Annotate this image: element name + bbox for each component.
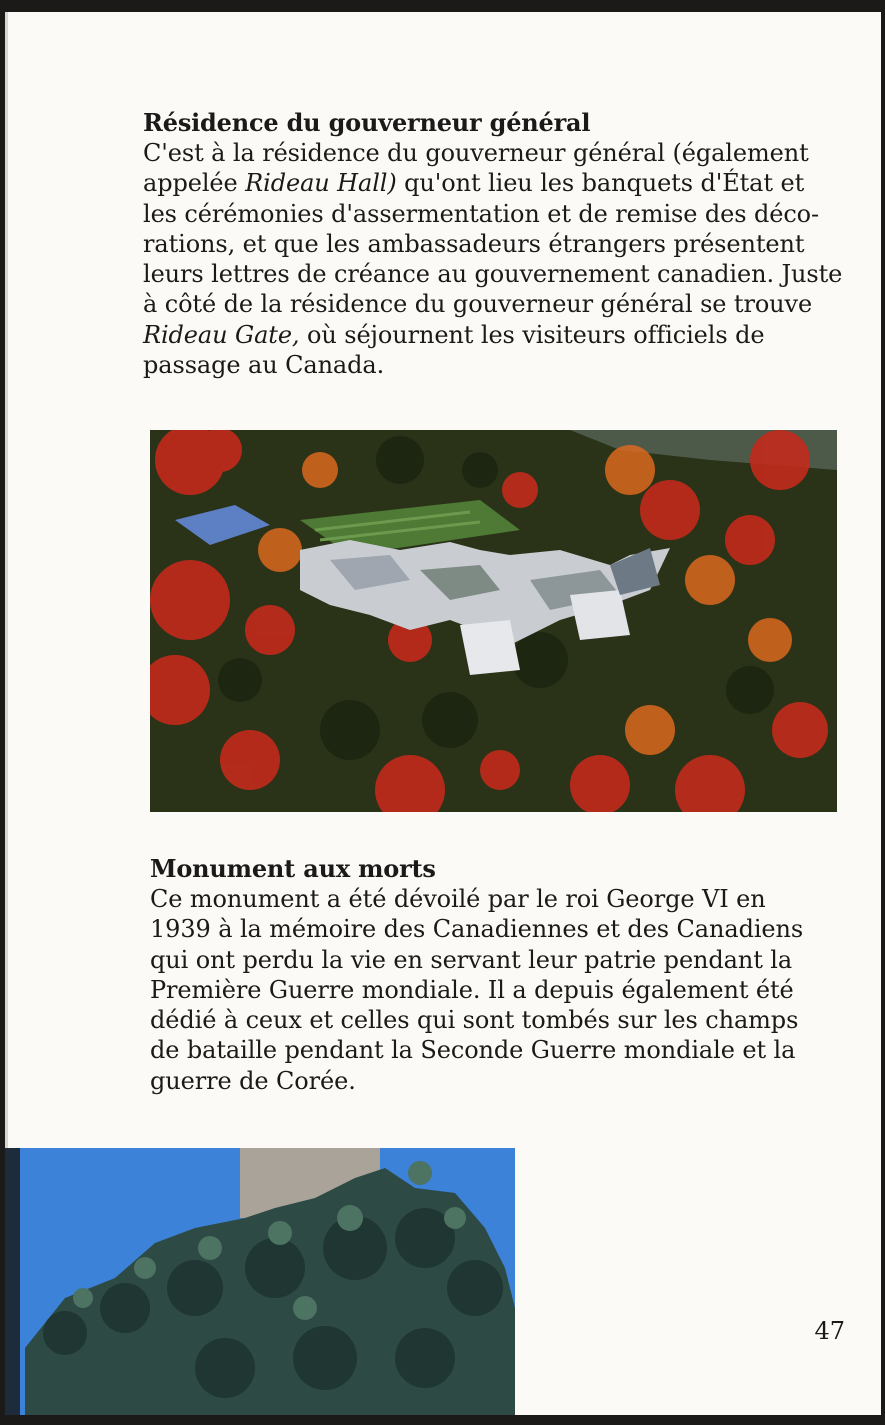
war-memorial-sculpture-photo	[5, 1148, 515, 1415]
text-line: passage au Canada.	[143, 351, 385, 380]
section-rideau-hall	[143, 108, 843, 380]
italic-term: Rideau Gate,	[143, 320, 300, 349]
section-body	[150, 884, 850, 1096]
text-line: Première Guerre mondiale. Il a depuis également été	[150, 975, 794, 1004]
text-line: 1939 à la mémoire des Canadiennes et des Canadiens	[150, 915, 804, 944]
rideau-hall-aerial-photo	[150, 430, 837, 812]
text-line: les cérémonies d'assermentation et de remise des déco-	[143, 199, 820, 228]
text-line: guerre de Corée.	[150, 1066, 356, 1095]
text-line: Ce monument a été dévoilé par le roi George VI en	[150, 885, 766, 913]
section-national-war-memorial	[150, 854, 850, 1096]
text-line: qui ont perdu la vie en servant leur patrie pendant la	[150, 945, 793, 974]
book-page	[5, 12, 881, 1415]
italic-term: Rideau Hall)	[245, 169, 397, 198]
text-line: dédié à ceux et celles qui sont tombés sur les champs	[150, 1006, 799, 1035]
section-title: Monument aux morts	[150, 854, 436, 883]
section-body	[143, 138, 843, 380]
text-line: C'est à la résidence du gouverneur général (également	[143, 139, 809, 167]
text-line: leurs lettres de créance au gouvernement canadien. Juste	[143, 260, 843, 289]
text-line: rations, et que les ambassadeurs étrangers présentent	[143, 229, 805, 258]
text-line: à côté de la résidence du gouverneur général se trouve	[143, 290, 813, 319]
text-line: de bataille pendant la Seconde Guerre mondiale et la	[150, 1036, 796, 1065]
text-line: Rideau Gate, où séjournent les visiteurs officiels de	[143, 320, 765, 349]
page-number: 47	[814, 1317, 845, 1345]
text-line: appelée Rideau Hall) qu'ont lieu les banquets d'État et	[143, 169, 805, 198]
section-title: Résidence du gouverneur général	[143, 108, 591, 137]
